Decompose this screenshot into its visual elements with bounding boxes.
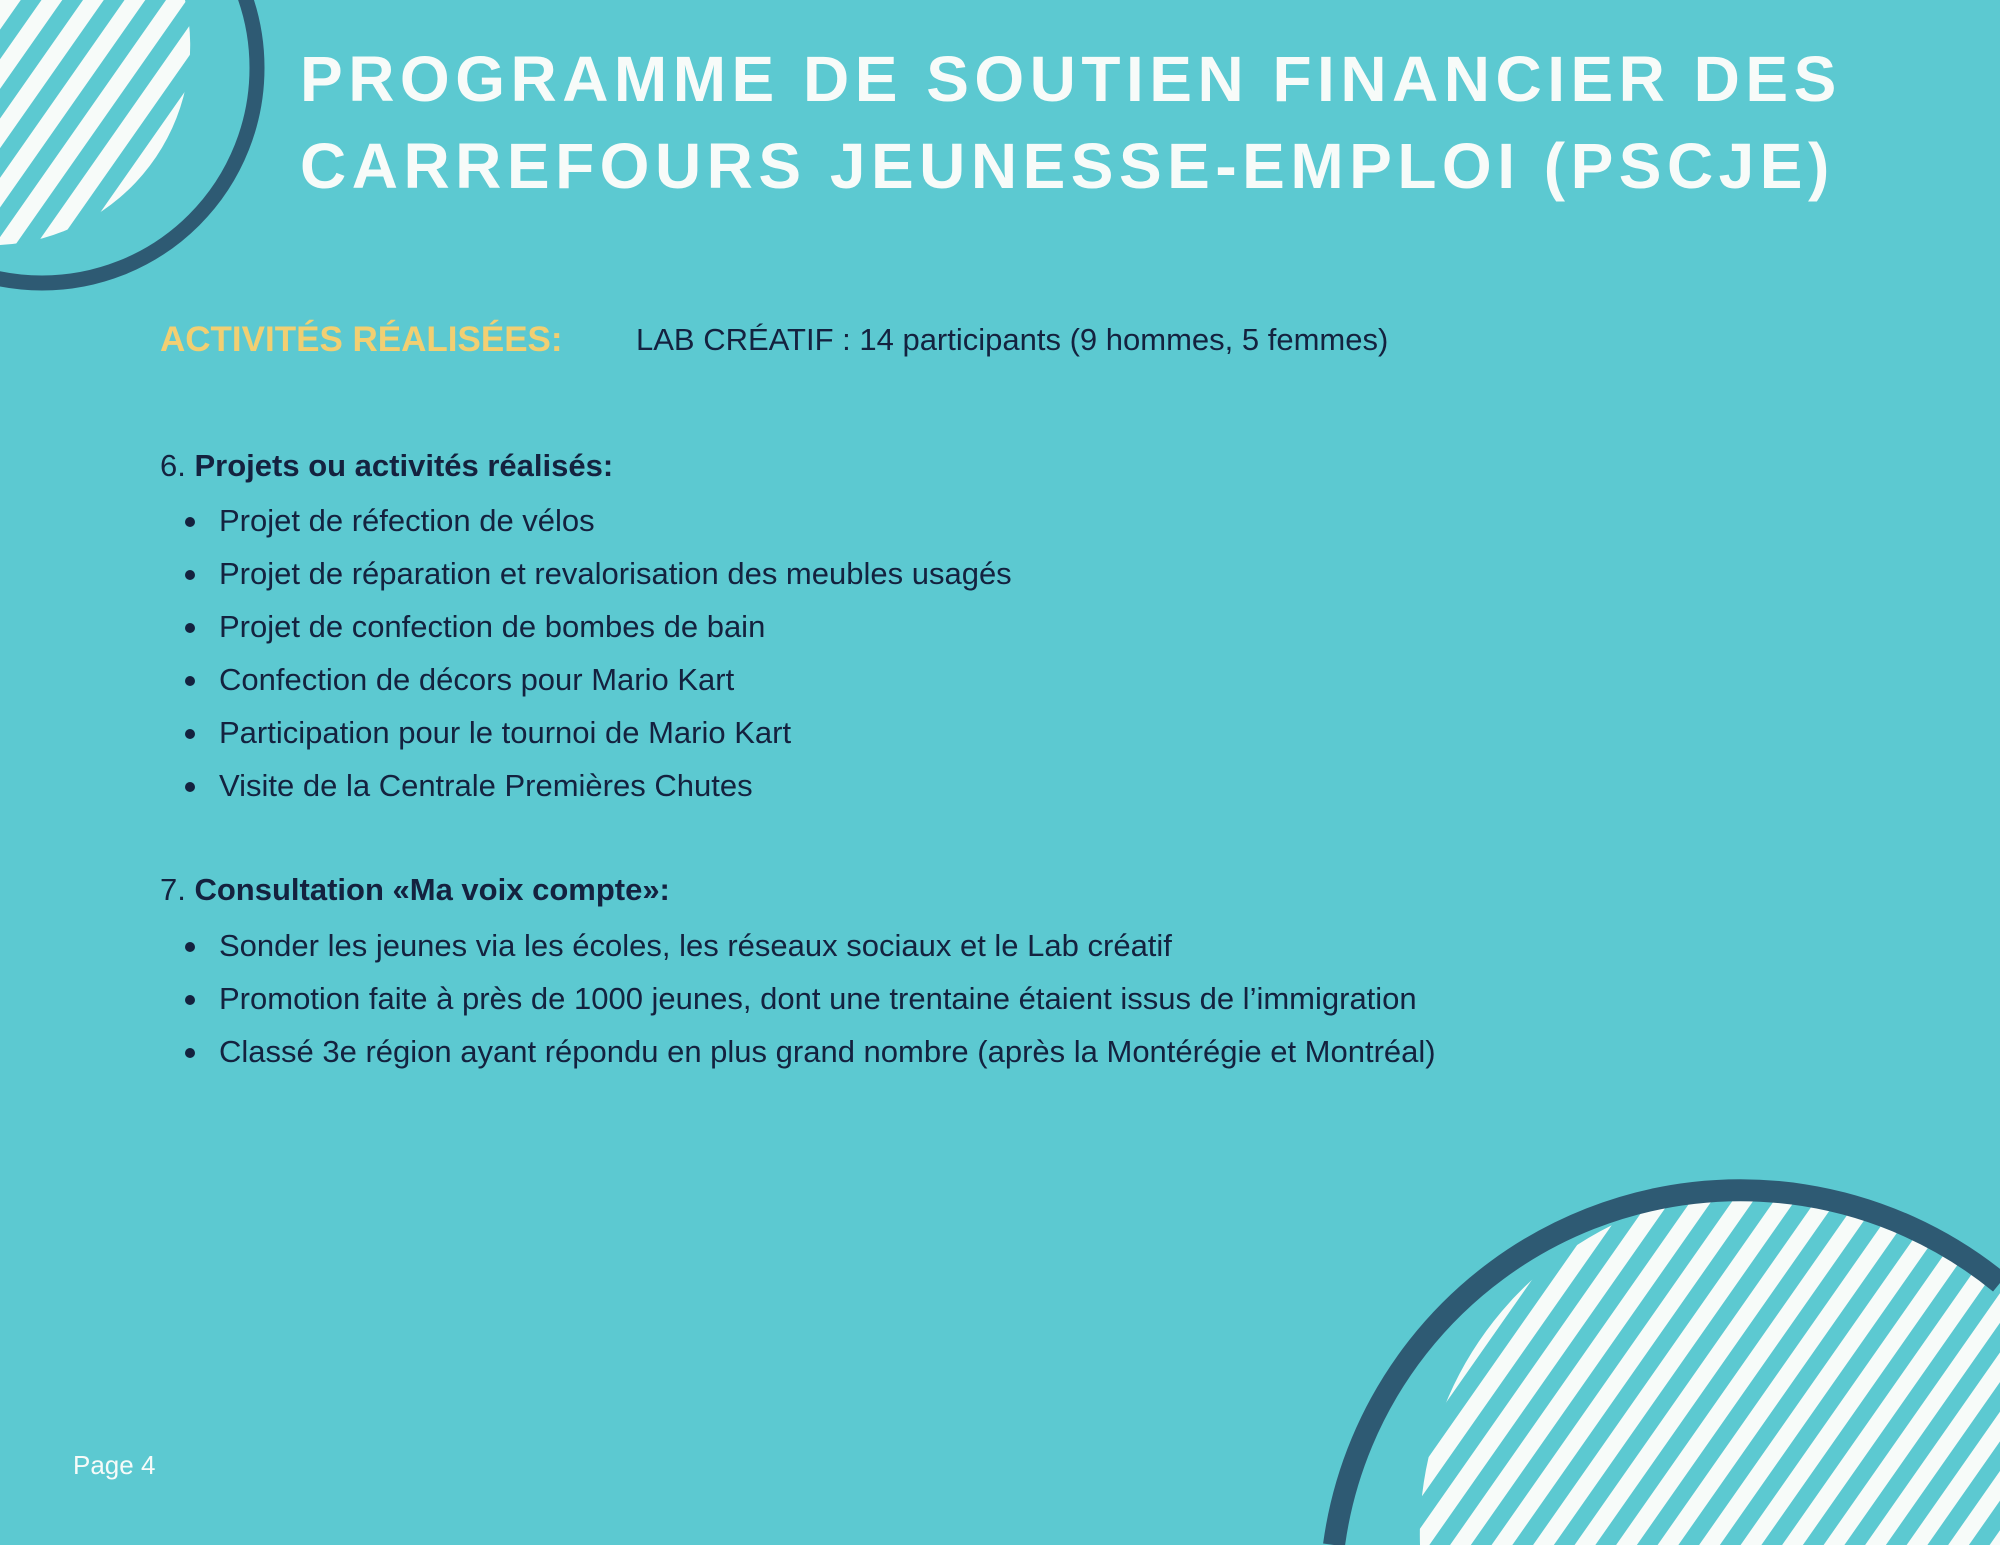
- list-item-text: Sonder les jeunes via les écoles, les réseaux sociaux et le Lab créatif: [219, 928, 1172, 963]
- activities-value: LAB CRÉATIF : 14 participants (9 hommes, 5 femmes): [636, 322, 1389, 357]
- section-6-heading: [160, 448, 613, 484]
- bullet-icon: [185, 1048, 195, 1058]
- striped-circle-bottom-right: [1400, 1150, 2000, 1545]
- list-item: [180, 1025, 1436, 1078]
- list-item-text: Classé 3e région ayant répondu en plus grand nombre (après la Montérégie et Montréal): [219, 1034, 1436, 1069]
- activities-label: ACTIVITÉS RÉALISÉES:: [160, 320, 563, 359]
- bullet-icon: [185, 517, 195, 527]
- list-item: [180, 547, 1012, 600]
- bullet-icon: [185, 782, 195, 792]
- list-item-text: Confection de décors pour Mario Kart: [219, 662, 735, 697]
- bullet-icon: [185, 942, 195, 952]
- list-item-text: Visite de la Centrale Premières Chutes: [219, 768, 753, 803]
- list-item: [180, 494, 1012, 547]
- list-item: [180, 759, 1012, 812]
- bullet-icon: [185, 623, 195, 633]
- bullet-icon: [185, 729, 195, 739]
- list-item-text: Projet de réfection de vélos: [219, 503, 595, 538]
- bullet-icon: [185, 676, 195, 686]
- list-item: [180, 972, 1436, 1025]
- bullet-icon: [185, 570, 195, 580]
- section-number: 7.: [160, 872, 186, 907]
- bullet-icon: [185, 995, 195, 1005]
- page-number: Page 4: [73, 1450, 156, 1480]
- section-title: Projets ou activités réalisés:: [194, 448, 614, 483]
- page-title: [300, 36, 1842, 210]
- list-item: [180, 706, 1012, 759]
- list-item: [180, 653, 1012, 706]
- list-item-text: Projet de confection de bombes de bain: [219, 609, 766, 644]
- section-7-heading: [160, 872, 670, 908]
- ring-top-left-upper: [180, 0, 257, 68]
- list-item-text: Projet de réparation et revalorisation des meubles usagés: [219, 556, 1012, 591]
- section-number: 6.: [160, 448, 186, 483]
- list-item-text: Promotion faite à près de 1000 jeunes, dont une trentaine étaient issus de l’immigration: [219, 981, 1417, 1016]
- section-title: Consultation «Ma voix compte»:: [194, 872, 670, 907]
- title-line-2: CARREFOURS JEUNESSE-EMPLOI (PSCJE): [300, 130, 1835, 202]
- section-7-list: [180, 919, 1436, 1078]
- list-item: [180, 600, 1012, 653]
- section-6-list: [180, 494, 1012, 812]
- title-line-1: PROGRAMME DE SOUTIEN FINANCIER DES: [300, 43, 1842, 115]
- list-item: [180, 919, 1436, 972]
- list-item-text: Participation pour le tournoi de Mario Kart: [219, 715, 792, 750]
